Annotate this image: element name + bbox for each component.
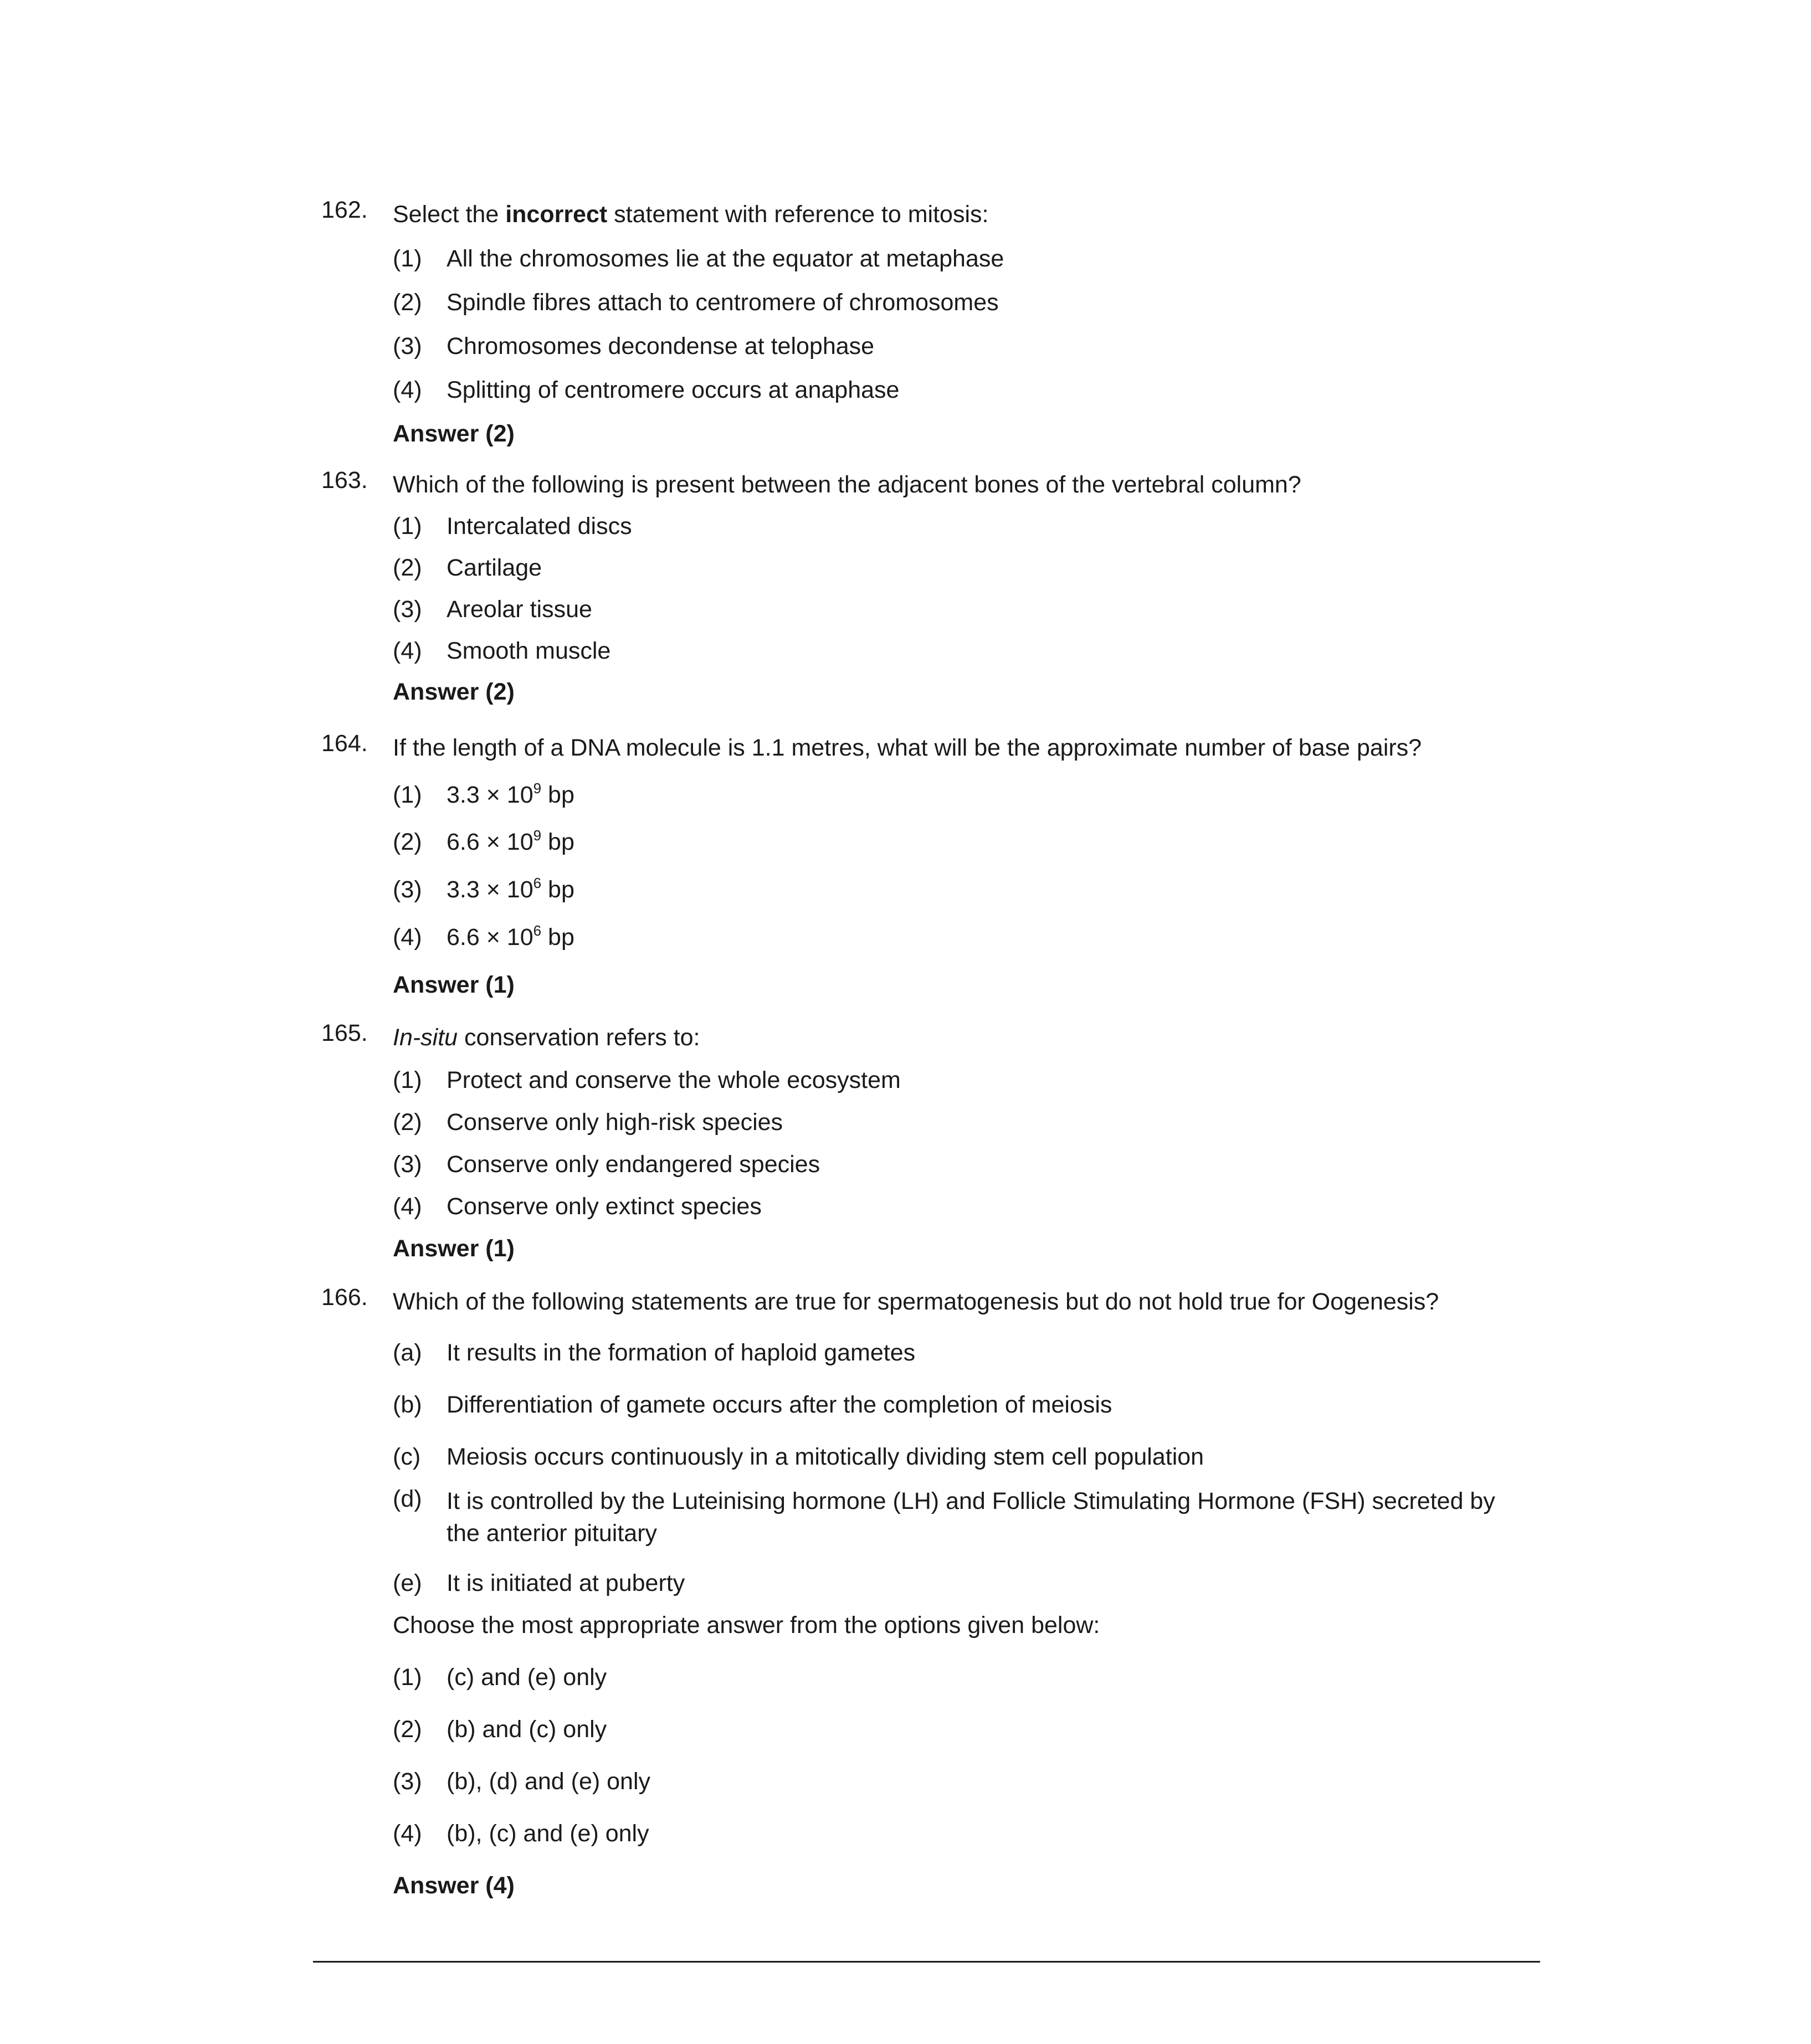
option-3 (393, 595, 1584, 624)
option-text: Conserve only high-risk species (447, 1109, 783, 1136)
stem-italic: In-situ (393, 1024, 458, 1051)
option-1 (393, 1663, 1584, 1692)
question-stem: If the length of a DNA molecule is 1.1 metres, what will be the approximate number of base pairs? (393, 735, 1422, 761)
base-value: 6.6 × 10 (447, 829, 533, 855)
option-text: Spindle fibres attach to centromere of chromosomes (447, 289, 999, 316)
exponent: 6 (533, 875, 542, 891)
option-label: (2) (393, 1109, 422, 1136)
unit: bp (541, 782, 574, 808)
statement-text: It is initiated at puberty (447, 1570, 685, 1596)
option-4 (393, 376, 1584, 405)
option-4 (393, 1820, 1584, 1848)
option-label: (4) (393, 638, 422, 664)
option-text: Conserve only extinct species (447, 1193, 762, 1220)
option-3 (393, 876, 1584, 905)
statement-text: It is controlled by the Luteinising hormone (LH) and Follicle Stimulating Hormone (FSH) secreted by the anterior pituitary (447, 1488, 1495, 1547)
statement-text: Differentiation of gamete occurs after the completion of meiosis (447, 1391, 1112, 1418)
unit: bp (541, 924, 574, 951)
answer-label: Answer (1) (393, 1235, 515, 1262)
option-4 (393, 637, 1584, 666)
statement-b (393, 1391, 1584, 1420)
option-text: Chromosomes decondense at telophase (447, 333, 875, 360)
statement-label: (e) (393, 1570, 422, 1596)
statement-label: (c) (393, 1444, 421, 1470)
statement-text: Meiosis occurs continuously in a mitotically dividing stem cell population (447, 1444, 1204, 1470)
option-label: (2) (393, 829, 422, 855)
option-text: Conserve only endangered species (447, 1151, 820, 1178)
exponent: 6 (533, 922, 542, 939)
base-value: 6.6 × 10 (447, 924, 533, 951)
statement-d (393, 1485, 1584, 1549)
option-label: (4) (393, 924, 422, 951)
option-label: (1) (393, 1664, 422, 1691)
statement-label: (a) (393, 1339, 422, 1366)
question-stem: Which of the following is present between the adjacent bones of the vertebral column? (393, 471, 1301, 498)
stem-text: statement with reference to mitosis: (607, 201, 989, 228)
instruction-text: Choose the most appropriate answer from the options given below: (393, 1612, 1100, 1639)
option-2 (393, 828, 1584, 857)
answer-label: Answer (4) (393, 1872, 515, 1899)
option-label: (1) (393, 513, 422, 540)
option-text: (b), (c) and (e) only (447, 1820, 649, 1847)
option-label: (3) (393, 333, 422, 360)
option-text: Areolar tissue (447, 596, 592, 623)
option-text (447, 781, 574, 810)
option-4 (393, 1193, 1584, 1221)
question-number: 165. (321, 1020, 368, 1046)
option-label: (4) (393, 377, 422, 403)
footer-divider (313, 1961, 1540, 1963)
question-stem (393, 1024, 1556, 1052)
base-value: 3.3 × 10 (447, 876, 533, 903)
option-label: (3) (393, 1768, 422, 1795)
option-1 (393, 245, 1584, 274)
statement-label: (d) (393, 1486, 422, 1512)
option-4 (393, 923, 1584, 952)
option-text: Protect and conserve the whole ecosystem (447, 1067, 901, 1093)
option-text: (b), (d) and (e) only (447, 1768, 651, 1795)
option-text: Smooth muscle (447, 638, 611, 664)
option-label: (1) (393, 1067, 422, 1093)
statement-e (393, 1569, 1584, 1598)
stem-text: conservation refers to: (458, 1024, 700, 1051)
option-2 (393, 1108, 1584, 1137)
option-text (447, 876, 574, 905)
option-text: (b) and (c) only (447, 1716, 607, 1743)
option-1 (393, 512, 1584, 541)
statement-a (393, 1339, 1584, 1368)
option-3 (393, 1151, 1584, 1179)
answer-label: Answer (1) (393, 972, 515, 998)
option-text: Intercalated discs (447, 513, 632, 540)
option-text: (c) and (e) only (447, 1664, 607, 1691)
option-label: (1) (393, 782, 422, 808)
option-label: (3) (393, 1151, 422, 1178)
option-text: Cartilage (447, 554, 542, 581)
option-label: (1) (393, 245, 422, 272)
option-text: All the chromosomes lie at the equator at metaphase (447, 245, 1004, 272)
option-1 (393, 781, 1584, 810)
statement-label: (b) (393, 1391, 422, 1418)
statement-c (393, 1443, 1584, 1472)
option-label: (2) (393, 1716, 422, 1743)
statement-text: It results in the formation of haploid gametes (447, 1339, 916, 1366)
answer-label: Answer (2) (393, 420, 515, 447)
option-3 (393, 332, 1584, 361)
question-number: 163. (321, 467, 368, 494)
option-1 (393, 1066, 1584, 1095)
question-number: 162. (321, 197, 368, 223)
question-number: 166. (321, 1284, 368, 1311)
stem-emphasis: incorrect (505, 201, 608, 228)
answer-label: Answer (2) (393, 679, 515, 705)
option-2 (393, 554, 1584, 583)
question-number: 164. (321, 730, 368, 757)
option-2 (393, 1716, 1584, 1744)
option-label: (3) (393, 876, 422, 903)
stem-text: Select the (393, 201, 506, 228)
option-text (447, 923, 574, 952)
option-label: (2) (393, 554, 422, 581)
question-stem: Which of the following statements are true for spermatogenesis but do not hold true for Oogenesis? (393, 1288, 1439, 1315)
option-3 (393, 1768, 1584, 1796)
base-value: 3.3 × 10 (447, 782, 533, 808)
option-label: (2) (393, 289, 422, 316)
exponent: 9 (533, 827, 542, 844)
option-text: Splitting of centromere occurs at anaphase (447, 377, 900, 403)
exponent: 9 (533, 780, 542, 797)
unit: bp (541, 876, 574, 903)
option-2 (393, 289, 1584, 317)
option-label: (3) (393, 596, 422, 623)
option-text (447, 828, 574, 857)
unit: bp (541, 829, 574, 855)
question-stem (393, 201, 1556, 229)
option-label: (4) (393, 1820, 422, 1847)
option-label: (4) (393, 1193, 422, 1220)
